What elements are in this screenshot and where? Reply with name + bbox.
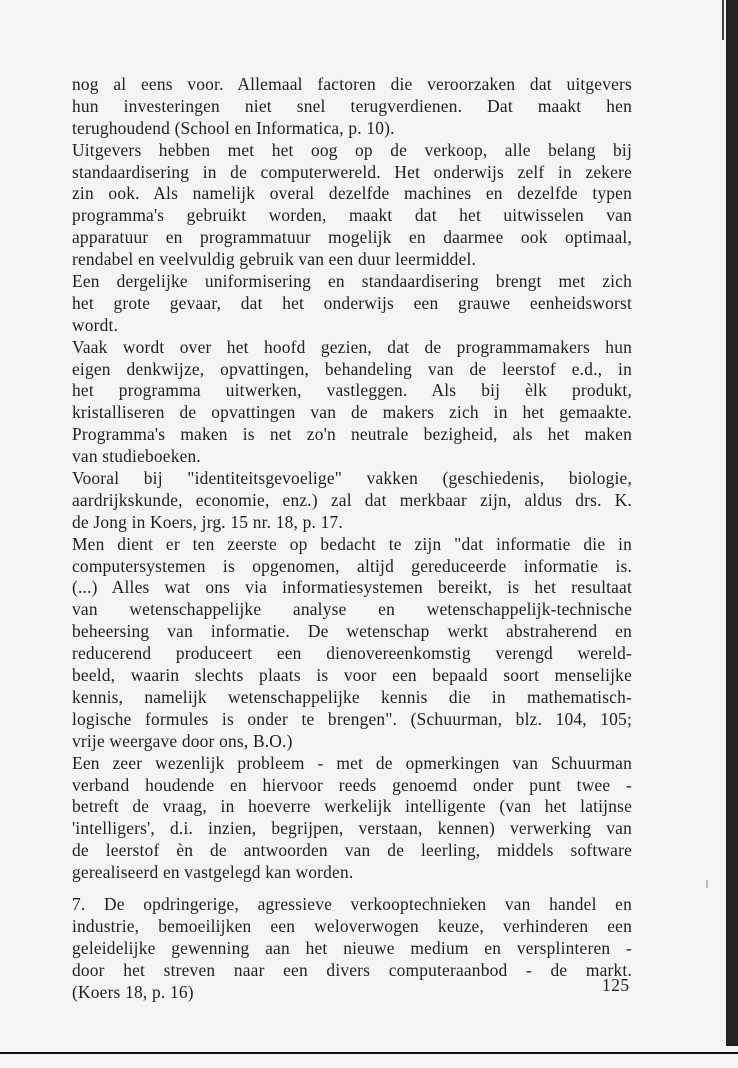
paragraph	[72, 468, 632, 534]
paragraph	[72, 271, 632, 337]
text-line: het programma uitwerken, vastleggen. Als bij èlk produkt,	[72, 380, 632, 401]
paragraph	[72, 534, 632, 753]
text-line: 'intelligers', d.i. inzien, begrijpen, verstaan, kennen) verwerking van	[72, 818, 632, 839]
text-line: 7. De opdringerige, agressieve verkooptechnieken van handel en	[72, 893, 632, 914]
scan-border-bottom	[0, 1046, 738, 1068]
paragraph	[72, 337, 632, 468]
text-line: apparatuur en programmatuur mogelijk en daarmee ook optimaal,	[72, 227, 632, 248]
text-line: zin ook. Als namelijk overal dezelfde machines en dezelfde typen	[72, 183, 632, 204]
text-line: van studieboeken.	[72, 446, 201, 467]
text-line: rendabel en veelvuldig gebruik van een duur leermiddel.	[72, 249, 477, 270]
text-line: (Koers 18, p. 16)	[72, 981, 194, 1002]
text-line: nog al eens voor. Allemaal factoren die veroorzaken dat uitgevers	[72, 74, 632, 94]
numbered-item-7	[72, 894, 632, 1003]
text-line: eigen denkwijze, opvattingen, behandeling van de leerstof e.d., in	[72, 358, 632, 379]
text-line: geleidelijke gewenning aan het nieuwe medium en versplinteren -	[72, 937, 632, 958]
text-line: hun investeringen niet snel terugverdienen. Dat maakt hen	[72, 95, 632, 116]
text-line: Uitgevers hebben met het oog op de verkoop, alle belang bij	[72, 139, 632, 160]
text-line: Vooral bij "identiteitsgevoelige" vakken (geschiedenis, biologie,	[72, 468, 632, 489]
text-line: vrije weergave door ons, B.O.)	[72, 730, 293, 751]
text-line: Vaak wordt over het hoofd gezien, dat de programmamakers hun	[72, 336, 632, 357]
text-line: door het streven naar een divers computeraanbod - de markt.	[72, 959, 632, 980]
paragraph-gap	[72, 884, 632, 894]
paragraph	[72, 753, 632, 884]
body-text	[72, 74, 632, 1003]
page-number: 125	[602, 975, 630, 995]
scan-speck	[706, 880, 708, 888]
text-line: (...) Alles wat ons via informatiesystemen bereikt, is het resultaat	[72, 577, 632, 598]
text-line: wordt.	[72, 314, 119, 335]
text-line: kennis, namelijk wetenschappelijke kennis die in mathematisch-	[72, 686, 632, 707]
text-line: logische formules is onder te brengen". (Schuurman, blz. 104, 105;	[72, 708, 632, 729]
text-line: standaardisering in de computerwereld. Het onderwijs zelf in zekere	[72, 161, 632, 182]
paragraph	[72, 74, 632, 140]
text-line: betreft de vraag, in hoeverre werkelijk intelligente (van het latijnse	[72, 796, 632, 817]
text-line: computersystemen is opgenomen, altijd gereduceerde informatie is.	[72, 555, 632, 576]
text-line: beheersing van informatie. De wetenschap werkt abstraherend en	[72, 621, 632, 642]
text-line: kristalliseren de opvattingen van de makers zich in het gemaakte.	[72, 402, 632, 423]
scan-edge-mark	[722, 0, 724, 40]
text-line: terughoudend (School en Informatica, p. 10).	[72, 117, 395, 138]
text-line: reducerend produceert een dienovereenkomstig verengd wereld-	[72, 643, 632, 664]
text-line: Een dergelijke uniformisering en standaardisering brengt met zich	[72, 271, 632, 292]
text-line: aardrijkskunde, economie, enz.) zal dat merkbaar zijn, aldus drs. K.	[72, 489, 632, 510]
scan-border-right	[726, 0, 738, 1068]
paragraph	[72, 140, 632, 271]
text-line: Programma's maken is net zo'n neutrale bezigheid, als het maken	[72, 424, 632, 445]
text-line: Men dient er ten zeerste op bedacht te zijn "dat informatie die in	[72, 533, 632, 554]
text-line: Een zeer wezenlijk probleem - met de opmerkingen van Schuurman	[72, 752, 632, 773]
text-line: beeld, waarin slechts plaats is voor een bepaald soort menselijke	[72, 665, 632, 686]
text-line: industrie, bemoeilijken een weloverwogen keuze, verhinderen een	[72, 915, 632, 936]
text-line: gerealiseerd en vastgelegd kan worden.	[72, 862, 354, 883]
text-line: verband houdende en hiervoor reeds genoemd onder punt twee -	[72, 774, 632, 795]
text-line: het grote gevaar, dat het onderwijs een grauwe eenheidsworst	[72, 292, 632, 313]
text-line: de leerstof èn de antwoorden van de leerling, middels software	[72, 840, 632, 861]
text-line: van wetenschappelijke analyse en wetenschappelijk-technische	[72, 599, 632, 620]
text-line: programma's gebruikt worden, maakt dat het uitwisselen van	[72, 205, 632, 226]
text-line: de Jong in Koers, jrg. 15 nr. 18, p. 17.	[72, 511, 343, 532]
